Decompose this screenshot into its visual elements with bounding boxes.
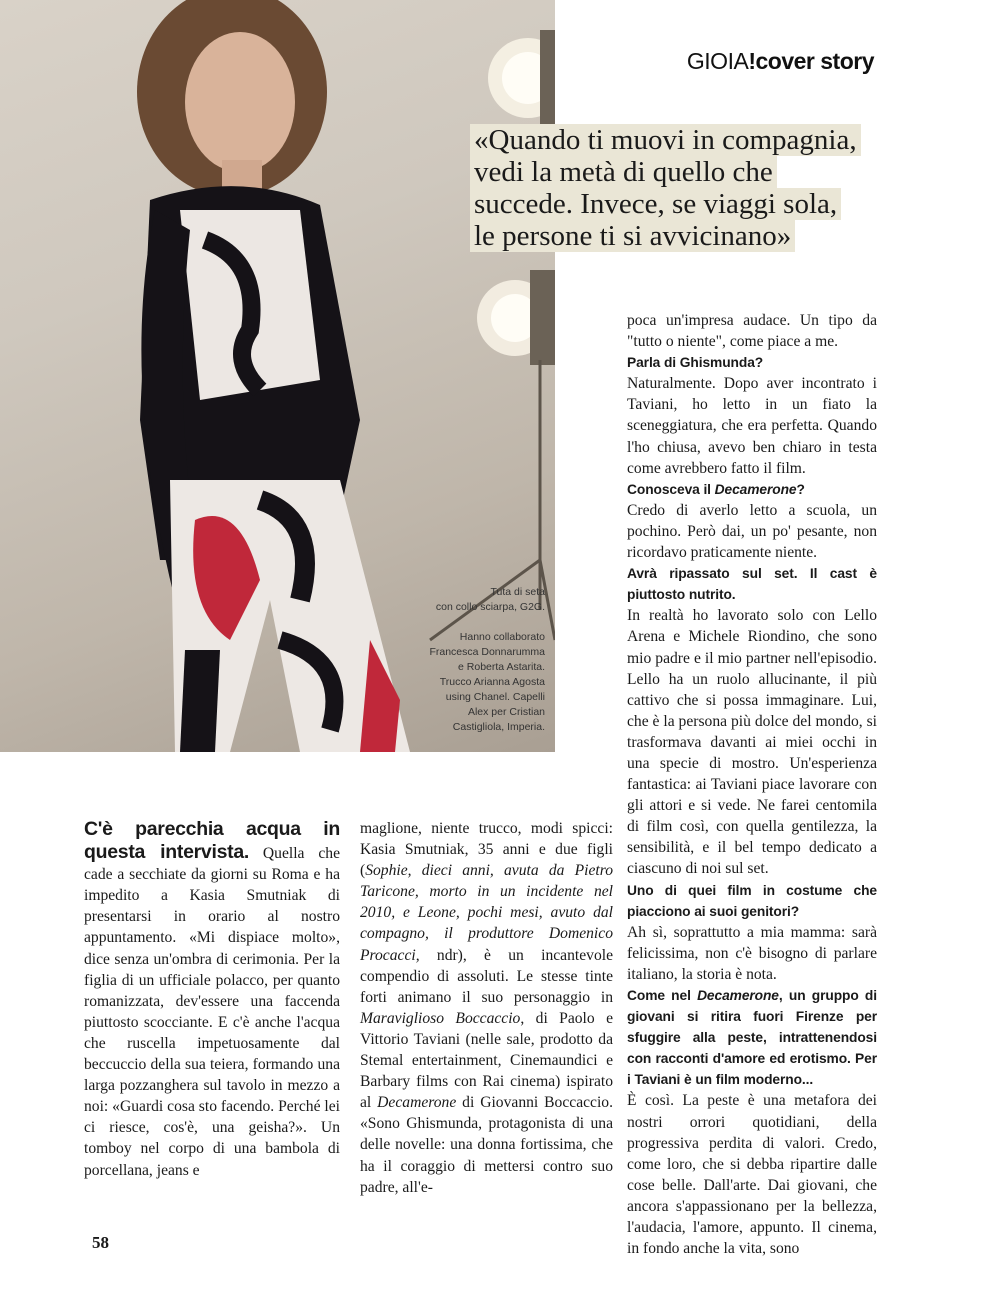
article-column-3 xyxy=(627,310,877,1259)
question-title: Decamerone xyxy=(697,988,779,1003)
page-number: 58 xyxy=(92,1233,109,1252)
question-part: , un gruppo di giovani si ritira fuori Firenze per sfuggire alla peste, intrattenendosi con racconti d'amore ed erotismo. Per i Taviani è un film moderno... xyxy=(627,988,877,1088)
interview-question xyxy=(627,985,877,1090)
photo-caption-credits: Hanno collaborato Francesca Donnarumma e Roberta Astarita. Trucco Arianna Agosta using Chanel. Capelli Alex per Cristian Castigliola, Imperia. xyxy=(429,631,545,733)
article-paragraph xyxy=(84,818,340,1181)
article-paragraph xyxy=(360,818,613,1198)
interview-question xyxy=(627,479,877,500)
cover-photo xyxy=(0,0,555,752)
pull-quote-line: vedi la metà di quello che xyxy=(470,156,777,188)
answer-text: Ah sì, soprattutto a mia mamma: sarà felicissima, non c'è bisogno di parlare italiano, la storia è nota. xyxy=(627,923,877,983)
article-column-1 xyxy=(84,818,340,1181)
answer-text: In realtà ho lavorato solo con Lello Arena e Michele Riondino, che sono mio padre e il mio partner nell'episodio. Lello ha un ruolo allucinante, il più cattivo che si possa immaginare. Lui, che è la persona più dolce del mondo, si trasformava davanti ai miei occhi in una specie di mostro. Un'esperienza fantastica: ai Taviani piace lavorare con gli attori e si vede. Ne farei centomila di film così, con quella gentilezza, la sensibilità, e il bel tempo dedicato a ciascuno di noi sul set. xyxy=(627,607,877,878)
pull-quote xyxy=(470,124,890,252)
question-title: Decamerone xyxy=(714,481,797,497)
interview-question: Parla di Ghismunda? xyxy=(627,355,764,371)
article-lede: C'è parecchia acqua in questa intervista. xyxy=(84,818,340,864)
question-part: Conosceva il xyxy=(627,481,715,497)
interview-question: Avrà ripassato sul set. Il cast è piuttosto nutrito. xyxy=(627,566,877,603)
answer-text: È così. La peste è una metafora dei nostri orrori quotidiani, della progressiva perdita di valori. Credo, come loro, che si debba ripartire dalle cose belle. Dall'arte. Dai giovani, che ancora s'appassionano per la bellezza, l'audacia, l'amore, appunto. Il cinema, in fondo anche la vita, sono xyxy=(627,1092,877,1258)
question-part: ? xyxy=(796,481,805,497)
film-title: Maraviglioso Boccaccio xyxy=(360,1009,521,1027)
studio-light-bottom xyxy=(477,270,555,365)
book-title: Decamerone xyxy=(377,1094,457,1112)
pull-quote-line: succede. Invece, se viaggi sola, xyxy=(470,188,841,220)
model-figure xyxy=(137,0,410,752)
body-text: di Giovanni Boccaccio. «Sono Ghismunda, protagonista di una delle novelle: una donna fortissima, che ha il coraggio di mettersi contro suo padre, all'e- xyxy=(360,1094,613,1196)
article-column-2 xyxy=(360,818,613,1198)
question-part: Come nel xyxy=(627,988,698,1003)
body-text: ndr), è un incantevole compendio di assoluti. Le stesse tinte forti animano il suo personaggio in xyxy=(360,946,613,1006)
magazine-brand: GIOIA xyxy=(686,48,749,74)
section-title: cover story xyxy=(755,48,874,74)
studio-light-top xyxy=(488,30,555,130)
body-text: Quella che cade a secchiate da giorni su Roma e ha impedito a Kasia Smutniak di presentarsi in orario al nostro appuntamento. «Mi dispiace molto», dice senza un'ombra di cerimonia. Per la figlia di un ufficiale polacco, per quanto romanizzata, dev'essere una faccenda piuttosto scocciante. E c'è anche l'acqua che ruscella impetuosamente dal beccuccio della sua teiera, formando una larga pozzanghera sul tavolo in mezzo a noi: «Guardi cosa sto facendo. Perché lei ci riesce, cos'è, una geisha?». Un tomboy nel corpo di una bambola di porcellana, jeans e xyxy=(84,845,340,1179)
brand-mark: ! xyxy=(748,48,756,74)
answer-text: poca un'impresa audace. Un tipo da "tutto o niente", come piace a me. xyxy=(627,312,877,351)
interview-question: Uno di quei film in costume che piacciono ai suoi genitori? xyxy=(627,882,877,919)
pull-quote-line: «Quando ti muovi in compagnia, xyxy=(470,124,861,156)
body-text: maglione, niente trucco, modi spicci: Kasia Smutniak, 35 anni e due figli ( xyxy=(360,820,613,880)
answer-text: Naturalmente. Dopo aver incontrato i Taviani, ho letto in un fiato la sceneggiatura, che era perfetta. Quando l'ho chiusa, avevo ben chiaro in testa come avrebbero fatto il film. xyxy=(627,375,877,477)
body-text-italic: Sophie, dieci anni, avuta da Pietro Taricone, morto in un incidente nel 2010, e Leone, pochi mesi, avuto dal compagno, il produttore Domenico Procacci, xyxy=(360,862,613,964)
photo-caption-outfit: Tuta di seta con collo sciarpa, G2G. xyxy=(435,586,545,613)
section-header xyxy=(687,48,874,75)
pull-quote-line: le persone ti si avvicinano» xyxy=(470,220,795,252)
answer-text: Credo di averlo letto a scuola, un pochino. Però dai, un po' pesante, non ricordavo praticamente niente. xyxy=(627,501,877,562)
body-text: , di Paolo e Vittorio Taviani (nelle sale, prodotto da Stemal entertainment, Cinemaundici e Barbary films con Rai cinema) ispirato al xyxy=(360,1009,613,1112)
